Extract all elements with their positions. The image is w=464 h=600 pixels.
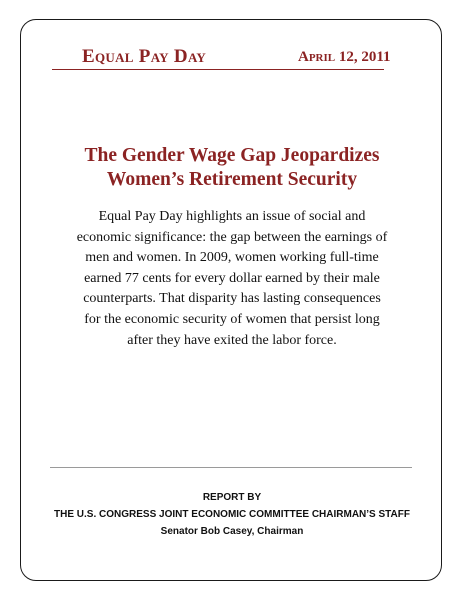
summary-line: Equal Pay Day highlights an issue of social and (98, 209, 366, 224)
report-credits (30, 489, 434, 540)
summary-line: economic significance: the gap between the earnings of (76, 229, 388, 245)
event-name: Equal Pay Day (82, 46, 207, 67)
report-title-line-2: Women’s Retirement Security (106, 169, 358, 190)
header-divider (52, 69, 384, 70)
summary-paragraph (56, 207, 408, 351)
summary-line: earned 77 cents for every dollar earned by their male (84, 270, 380, 286)
report-title (52, 144, 412, 192)
committee-name: THE U.S. CONGRESS JOINT ECONOMIC COMMITTEE CHAIRMAN’S STAFF (54, 509, 410, 520)
footer-divider (50, 467, 412, 468)
summary-line: counterparts. That disparity has lasting consequences (83, 291, 381, 307)
summary-line: for the economic security of women that persist long (84, 311, 380, 327)
summary-line: after they have exited the labor force. (127, 332, 337, 348)
report-title-line-1: The Gender Wage Gap Jeopardizes (84, 145, 380, 166)
summary-line: men and women. In 2009, women working full-time (85, 250, 379, 266)
chairman-name: Senator Bob Casey, Chairman (160, 526, 304, 537)
report-by-label: REPORT BY (202, 492, 262, 503)
event-date: April 12, 2011 (298, 49, 391, 65)
